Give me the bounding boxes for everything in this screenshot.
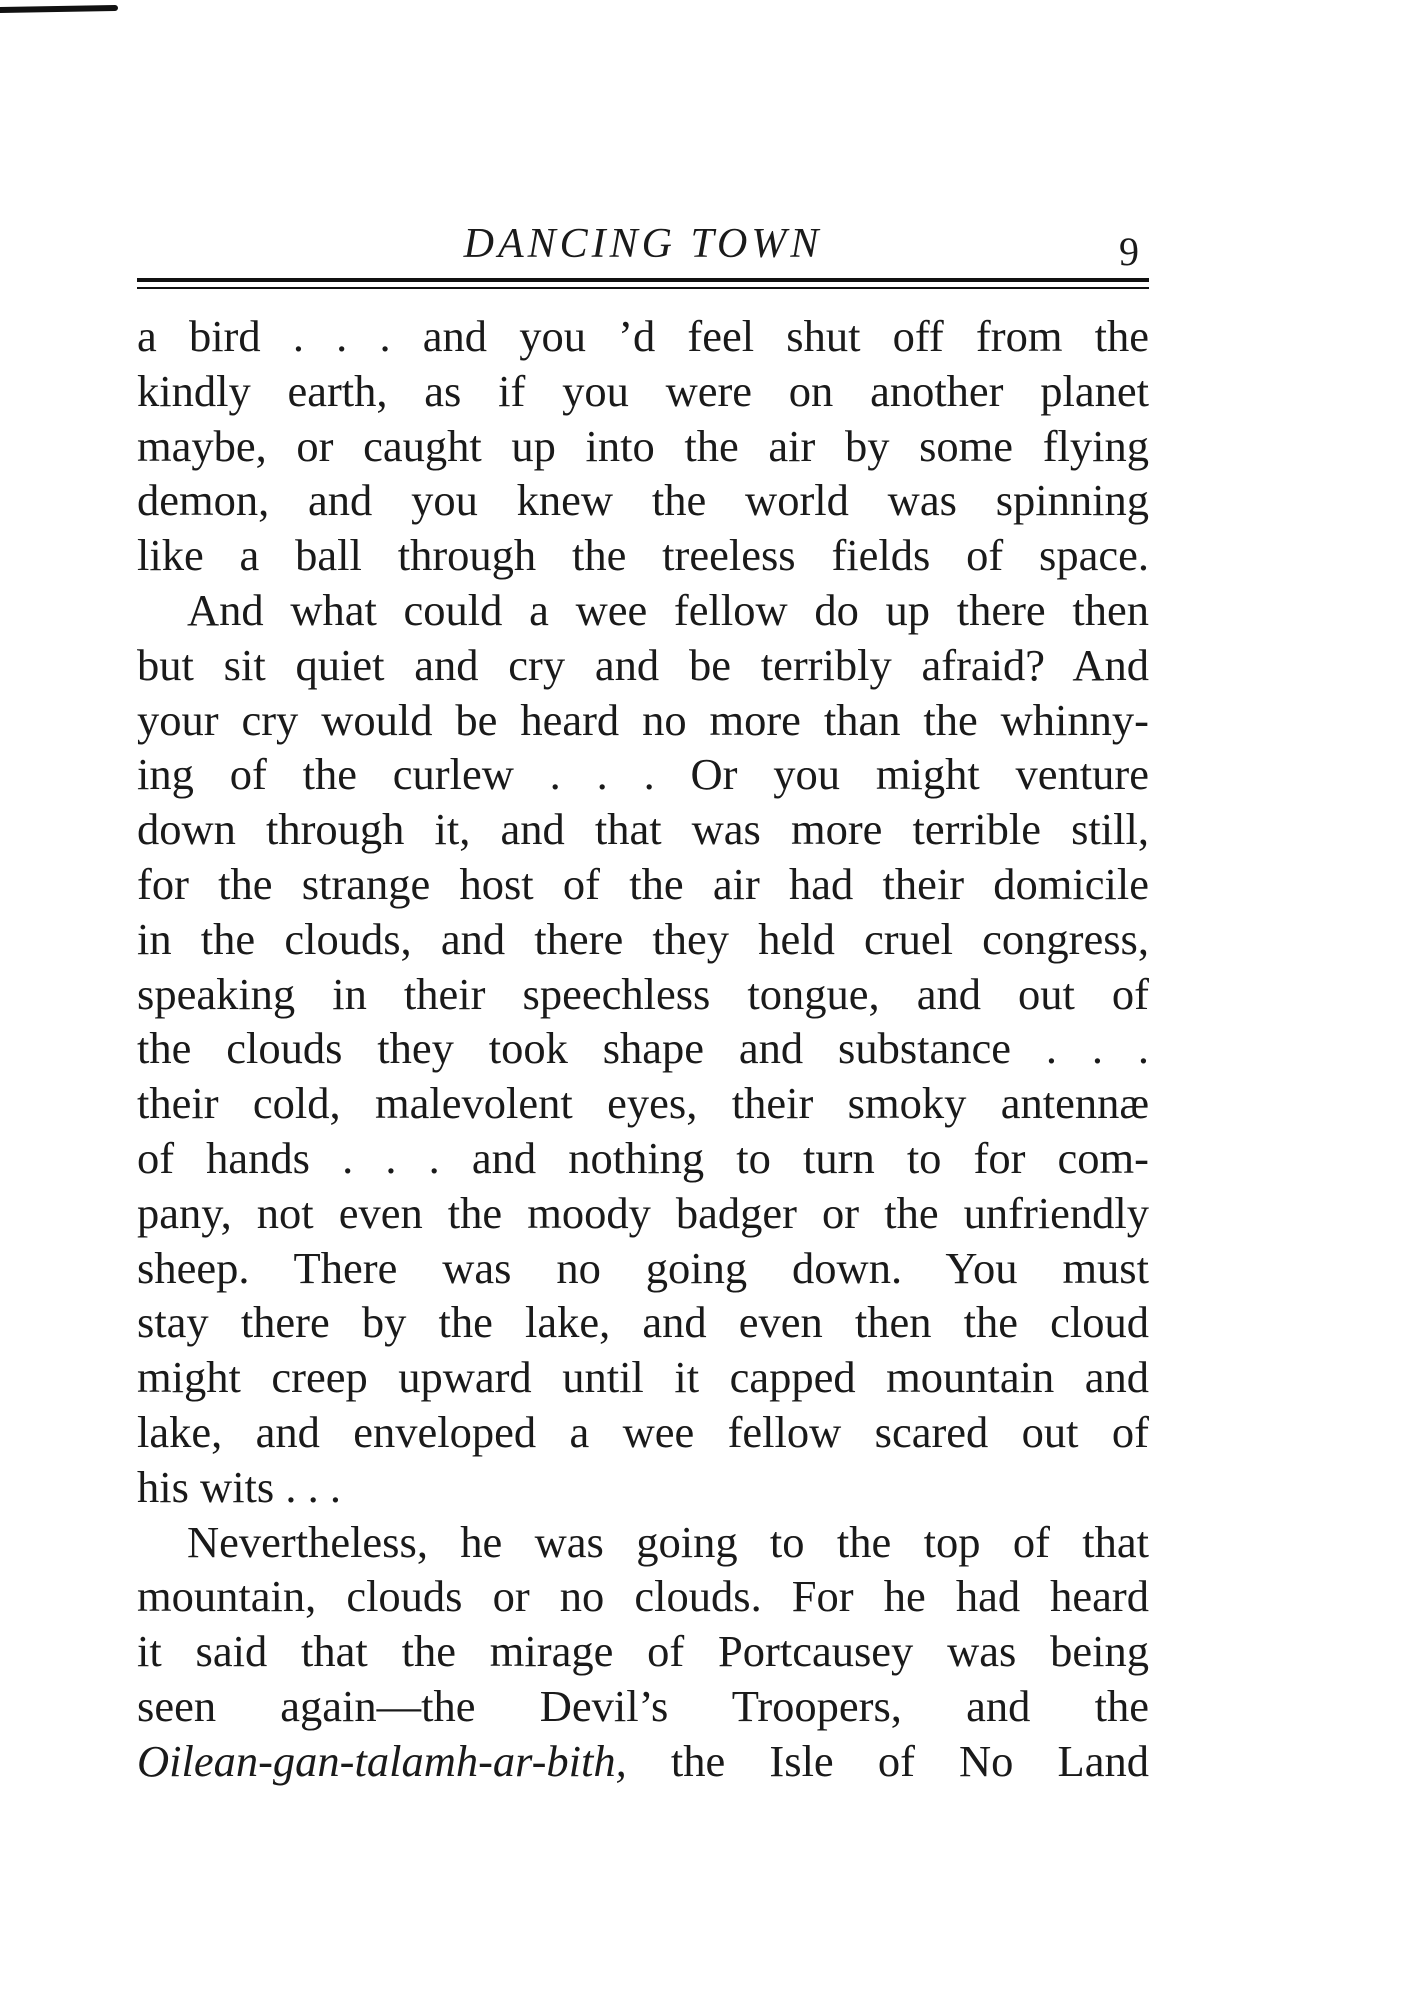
text-line: the clouds they took shape and substance . . . <box>137 1023 1149 1074</box>
text-line: in the clouds, and there they held cruel congress, <box>137 913 1149 964</box>
text-line: ing of the curlew . . . Or you might venture <box>137 749 1149 800</box>
text-line: down through it, and that was more terrible still, <box>137 804 1149 855</box>
text-line: speaking in their speechless tongue, and out of <box>137 968 1149 1019</box>
text-line: of hands . . . and nothing to turn to for com- <box>137 1132 1149 1183</box>
body-text <box>137 309 1149 1789</box>
text-line: it said that the mirage of Portcausey was being <box>137 1626 1149 1677</box>
text-line: a bird . . . and you ’d feel shut off from the <box>137 311 1149 361</box>
text-line: demon, and you knew the world was spinning <box>137 475 1149 526</box>
text-line: mountain, clouds or no clouds. For he had heard <box>137 1571 1149 1622</box>
running-title: DANCING TOWN <box>463 221 823 267</box>
page-number: 9 <box>1119 229 1139 274</box>
corner-scan-mark <box>0 5 118 13</box>
text-line: And what could a wee fellow do up there then <box>187 584 1149 635</box>
text-line: but sit quiet and cry and be terribly afraid? And <box>137 639 1149 690</box>
text-line-final <box>137 1734 1149 1789</box>
header-rule-thick <box>137 278 1149 282</box>
text-line: might creep upward until it capped mountain and <box>137 1352 1149 1403</box>
text-line: his wits . . . <box>137 1461 341 1512</box>
text-line: seen again—the Devil’s Troopers, and the <box>137 1680 1149 1731</box>
text-line: stay there by the lake, and even then the cloud <box>137 1297 1149 1348</box>
text-line: Nevertheless, he was going to the top of that <box>187 1516 1149 1567</box>
page-header <box>137 210 1149 280</box>
text-line: your cry would be heard no more than the whinny- <box>137 694 1149 745</box>
header-rule-thin <box>137 287 1149 289</box>
italic-phrase: Oilean-gan-talamh-ar-bith, <box>137 1735 627 1786</box>
text-line: lake, and enveloped a wee fellow scared out of <box>137 1406 1149 1457</box>
text-line: maybe, or caught up into the air by some flying <box>137 420 1149 471</box>
text-line: their cold, malevolent eyes, their smoky antennæ <box>137 1078 1149 1129</box>
text-line: pany, not even the moody badger or the unfriendly <box>137 1187 1149 1238</box>
text-line: for the strange host of the air had their domicile <box>137 858 1149 909</box>
text-line: sheep. There was no going down. You must <box>137 1242 1149 1293</box>
text-line: like a ball through the treeless fields of space. <box>137 530 1149 581</box>
text-line: kindly earth, as if you were on another planet <box>137 365 1149 416</box>
text-line-tail: the Isle of No Land <box>626 1735 1149 1786</box>
